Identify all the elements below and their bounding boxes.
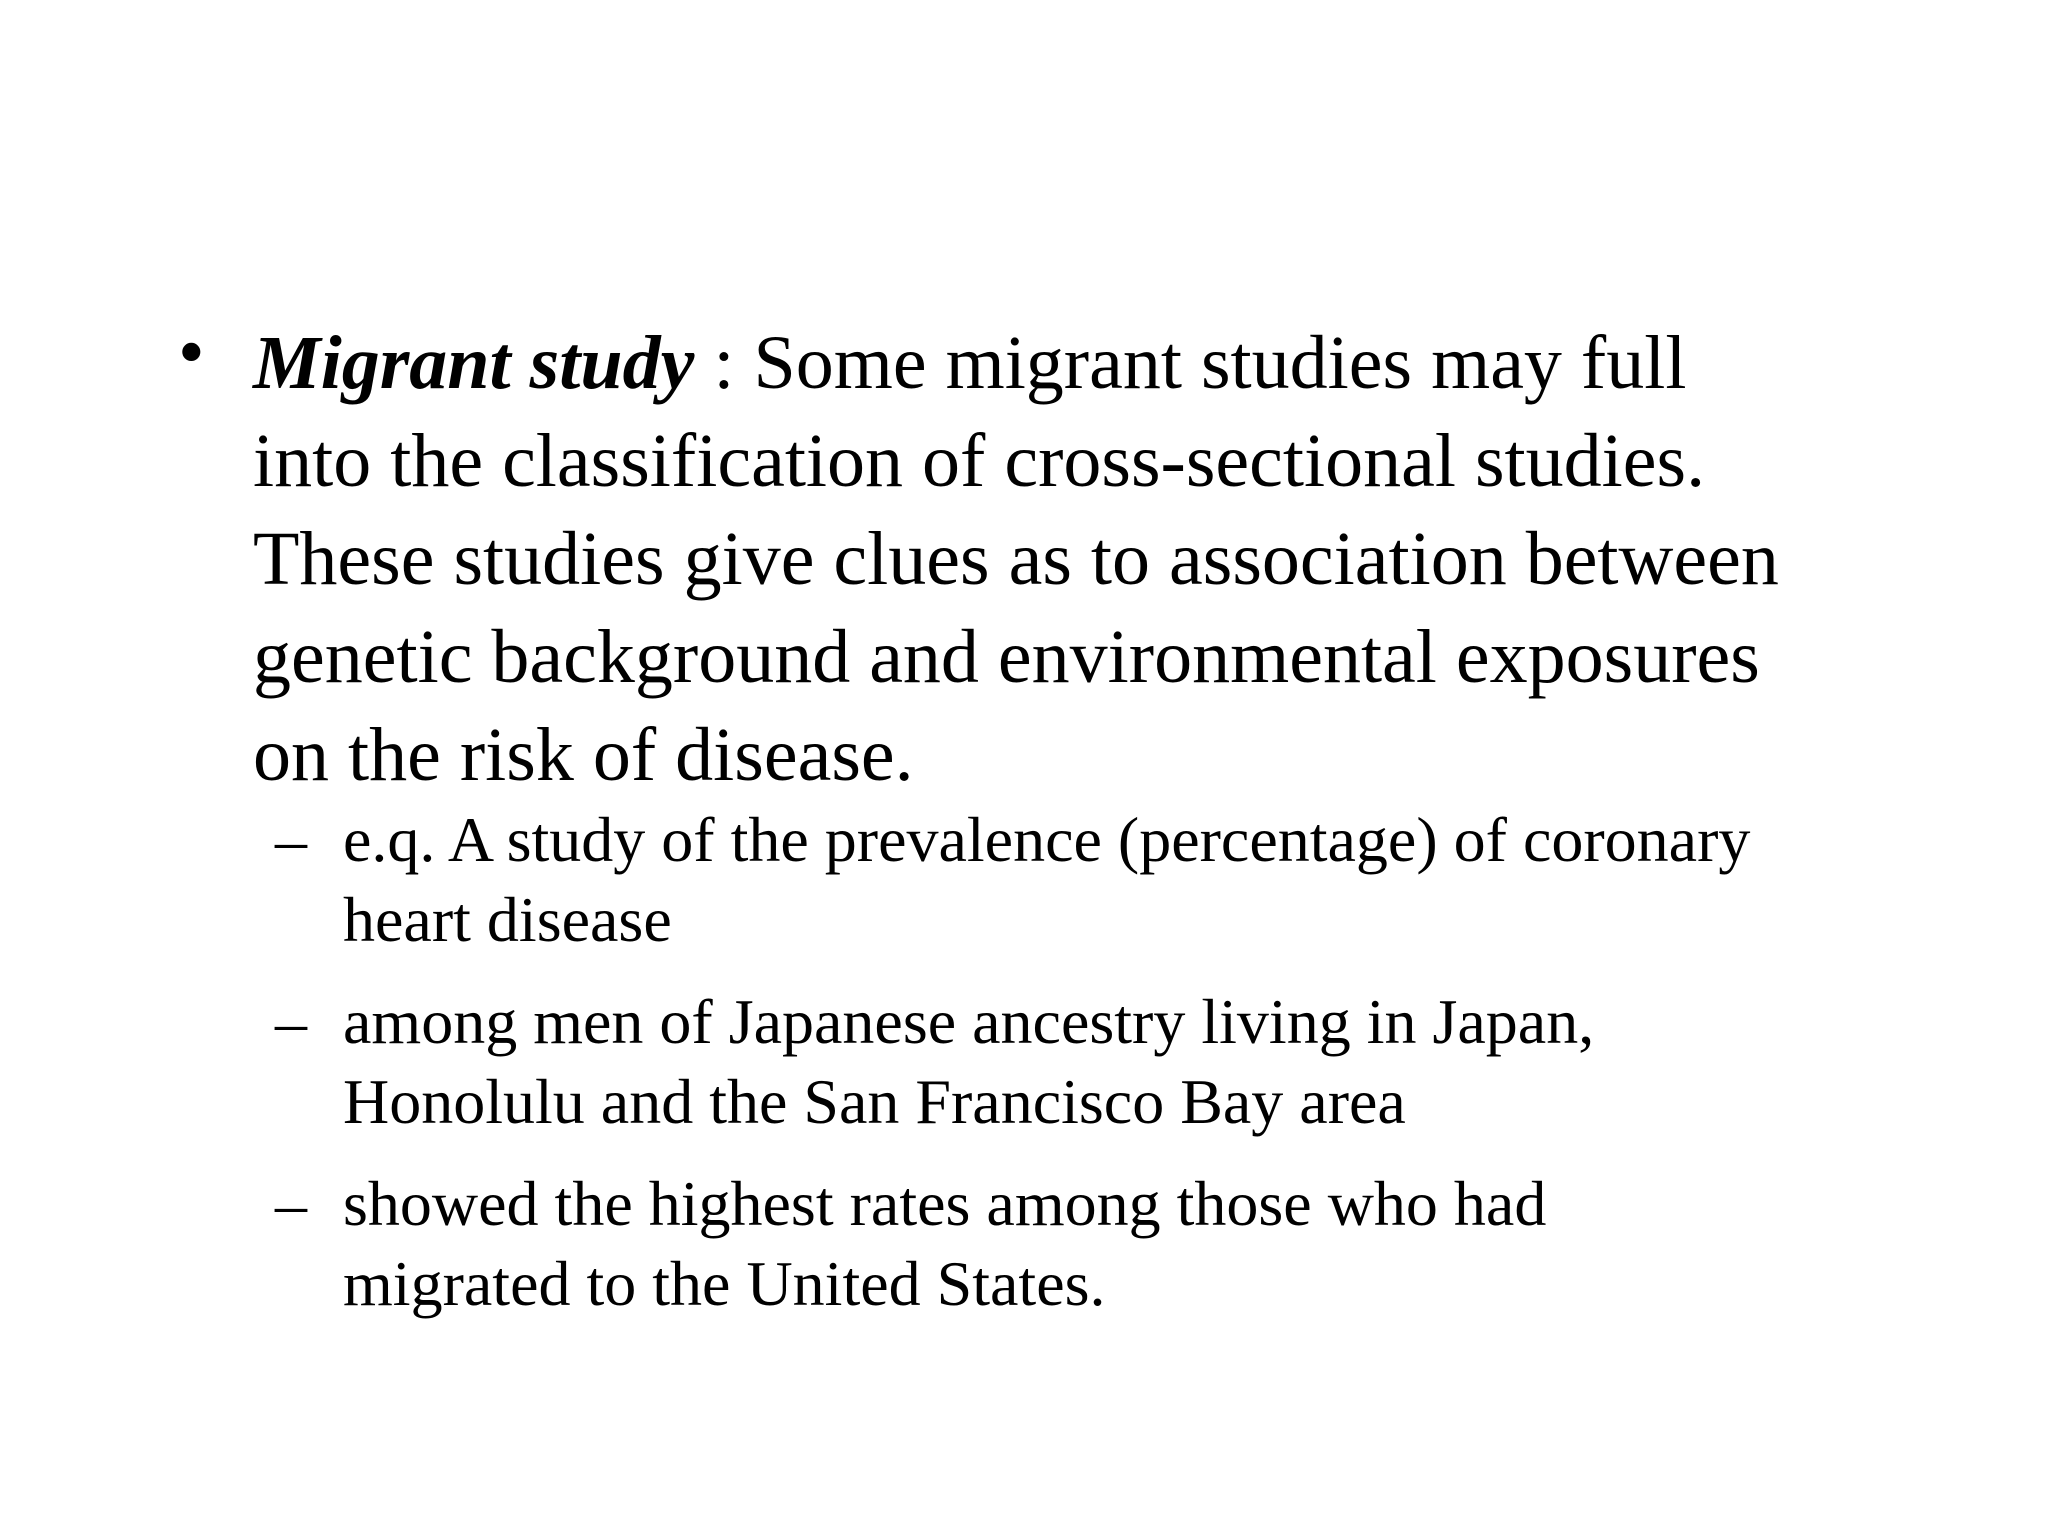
sub-bullet-list: [275, 800, 1975, 1324]
sub-bullet-3-text: [343, 1164, 2043, 1324]
sub-bullet-3-line-1: showed the highest rates among those who had: [343, 1168, 1547, 1239]
dash-marker: –: [275, 986, 307, 1057]
dash-marker: –: [275, 804, 307, 875]
sub-bullet-3: [275, 1164, 1975, 1324]
sub-bullet-2-line-2: Honolulu and the San Francisco Bay area: [343, 1066, 1406, 1137]
sub-bullet-2: [275, 982, 1975, 1142]
bullet-marker: •: [178, 310, 205, 394]
main-bullet-line-3: These studies give clues as to association between: [253, 517, 1779, 601]
main-bullet-line-2: into the classification of cross-sectional studies.: [253, 419, 1706, 503]
sub-bullet-2-line-1: among men of Japanese ancestry living in Japan,: [343, 986, 1595, 1057]
main-bullet-text: [253, 314, 1933, 804]
main-bullet-line-1: [253, 314, 1933, 412]
dash-marker: –: [275, 1168, 307, 1239]
sub-bullet-1: [275, 800, 1975, 960]
term-migrant-study: Migrant study: [253, 321, 695, 405]
sub-bullet-3-line-2: migrated to the United States.: [343, 1248, 1106, 1319]
main-bullet-line-5: on the risk of disease.: [253, 713, 914, 797]
sub-bullet-2-text: [343, 982, 2043, 1142]
main-bullet-line-1-rest: : Some migrant studies may full: [694, 321, 1687, 405]
sub-bullet-1-line-2: heart disease: [343, 884, 672, 955]
sub-bullet-1-text: [343, 800, 2043, 960]
main-bullet-line-4: genetic background and environmental exposures: [253, 615, 1760, 699]
sub-bullet-1-line-1: e.q. A study of the prevalence (percentage) of coronary: [343, 804, 1751, 875]
